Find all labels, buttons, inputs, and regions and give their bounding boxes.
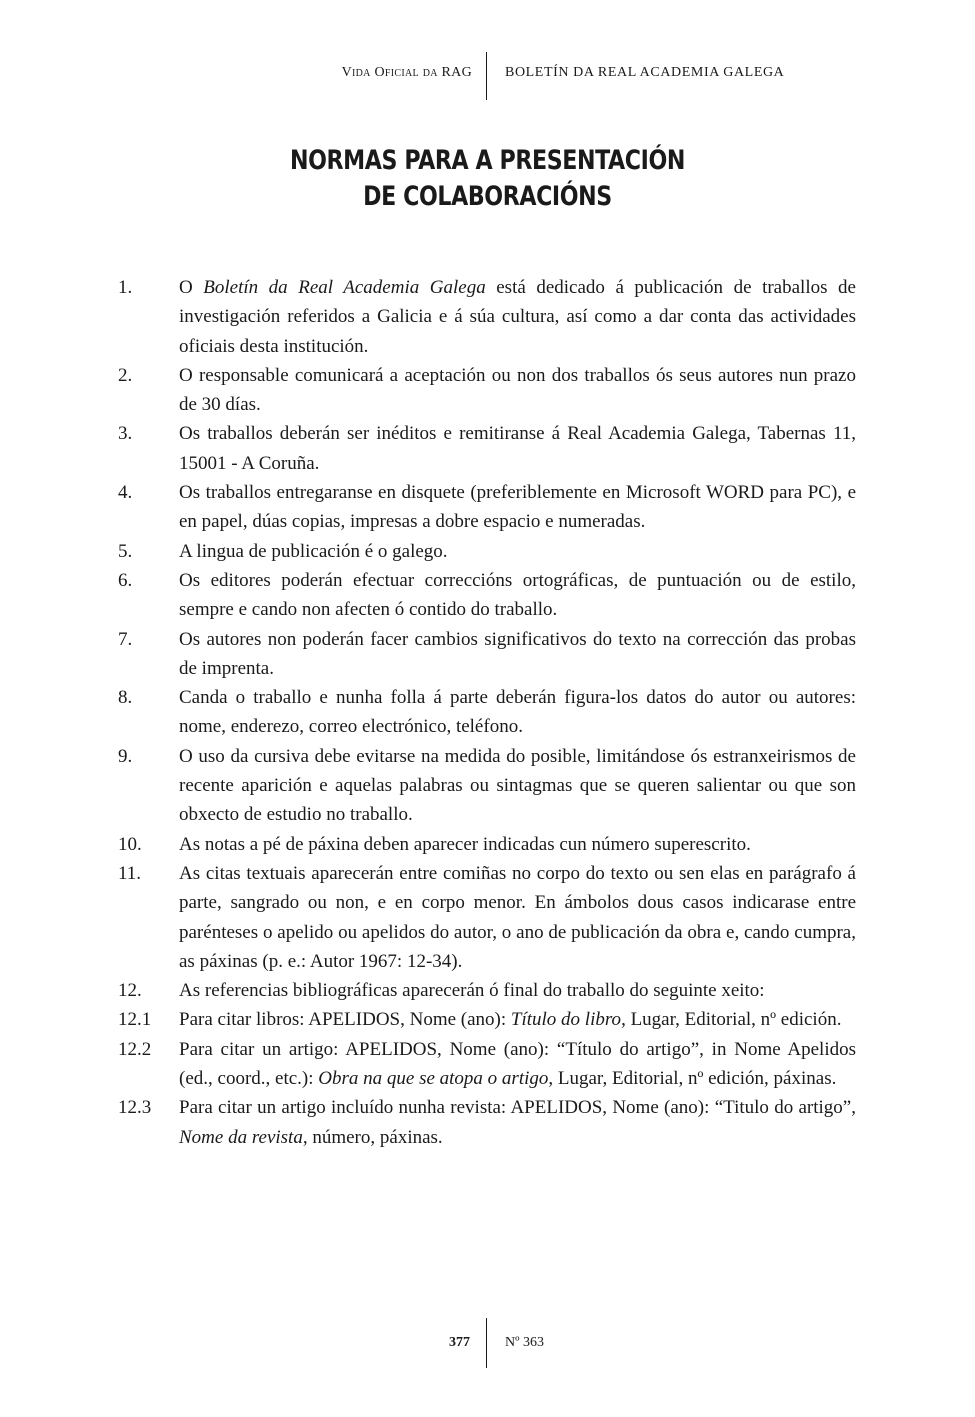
list-item: [118, 478, 856, 537]
list-item-text: [179, 1005, 856, 1034]
text-run: As notas a pé de páxina deben aparecer indicadas cun número superescrito.: [179, 833, 751, 855]
list-item-text: [179, 830, 856, 859]
list-item-number: 12.: [118, 980, 142, 1002]
list-item-text: [179, 361, 856, 420]
list-item: [118, 742, 856, 830]
text-run: Os editores poderán efectuar correccións ortográficas, de puntuación ou de estilo, sempre e cando non afecten ó contido do traballo.: [179, 569, 856, 621]
italic-title: Nome da revista: [179, 1126, 303, 1148]
list-item-number: 3.: [118, 423, 133, 445]
text-run: Para citar un artigo incluído nunha revista: APELIDOS, Nome (ano): “Titulo do artigo”,: [179, 1097, 856, 1119]
list-item-number: 9.: [118, 745, 133, 767]
list-item-text: [179, 273, 856, 361]
text-run: A lingua de publicación é o galego.: [179, 540, 448, 562]
text-run: As referencias bibliográficas aparecerán ó final do traballo do seguinte xeito:: [179, 980, 765, 1002]
list-item-number: 8.: [118, 687, 133, 709]
text-run: , número, páxinas.: [302, 1126, 443, 1148]
list-item: [118, 1093, 856, 1152]
page-number: 377: [449, 1335, 470, 1350]
list-item-number: 1.: [118, 277, 133, 298]
list-item-number: 10.: [118, 833, 142, 855]
page-title-line-1: NORMAS PARA A PRESENTACIÓN: [290, 145, 685, 176]
text-run: Os traballos deberán ser inéditos e remitiranse á Real Academia Galega, Tabernas 11, 15001 - A Coruña.: [179, 423, 856, 474]
list-item-number: 12.2: [118, 1038, 152, 1060]
list-item-number: 5.: [118, 540, 133, 562]
text-run: , Lugar, Editorial, nº edición, páxinas.: [548, 1068, 837, 1090]
list-item: [118, 537, 856, 566]
list-item-text: [179, 1093, 856, 1152]
list-item: [118, 273, 856, 361]
text-run: , Lugar, Editorial, nº edición.: [621, 1009, 842, 1031]
list-item-text: [179, 537, 856, 566]
list-item-text: [179, 478, 856, 537]
list-item-number: 4.: [118, 482, 133, 504]
list-item: [118, 1035, 856, 1094]
list-item: [118, 976, 856, 1005]
list-item-text: [179, 683, 856, 742]
list-item: [118, 683, 856, 742]
issue-number: Nº 363: [505, 1335, 544, 1350]
list-item-number: 12.1: [118, 1009, 152, 1031]
header-journal-title: BOLETÍN DA REAL ACADEMIA GALEGA: [505, 65, 785, 80]
text-run: Para citar libros: APELIDOS, Nome (ano):: [179, 1009, 511, 1031]
list-item-number: 11.: [118, 862, 142, 884]
italic-title: Boletín da Real Academia Galega: [203, 277, 486, 298]
header-divider: [486, 52, 487, 100]
text-run: O uso da cursiva debe evitarse na medida do posible, limitándose ós estranxeirismos de recente aparición e aquelas palabras ou sintagmas que se queren salientar ou que son obxecto de estudio no traballo.: [179, 745, 856, 826]
text-run: Canda o traballo e nunha folla á parte deberán figura-los datos do autor ou autores: nome, enderezo, correo electrónico, teléfono.: [179, 687, 856, 738]
page-title-line-2: DE COLABORACIÓNS: [363, 181, 612, 212]
list-item: [118, 361, 856, 420]
list-item: [118, 830, 856, 859]
header-section: Vida Oficial da RAG: [341, 65, 472, 80]
text-run: Para citar un artigo: APELIDOS, Nome (ano): “Título do artigo”, in Nome Apelidos (ed., coord., etc.):: [179, 1038, 856, 1090]
list-item-number: 7.: [118, 628, 133, 650]
list-item: [118, 859, 856, 976]
list-item-number: 6.: [118, 569, 133, 591]
italic-title: Obra na que se atopa o artigo: [318, 1068, 549, 1090]
text-run: As citas textuais aparecerán entre comiñas no corpo do texto ou sen elas en parágrafo á parte, sangrado ou non, e en corpo menor. En ámbolos dous casos indicarase entre parénteses o apelido ou apelidos do autor, o ano de publicación da obra e, cando cumpra, as páxinas (p. e.: Autor 1967: 12-34).: [179, 862, 856, 972]
list-item-text: [179, 859, 856, 976]
list-item: [118, 1005, 856, 1034]
list-item-text: [179, 419, 856, 478]
norms-list: [118, 273, 856, 1152]
italic-title: Título do libro: [510, 1009, 622, 1031]
footer-divider: [486, 1318, 487, 1368]
list-item: [118, 566, 856, 625]
list-item-text: [179, 1035, 856, 1094]
page-footer: [0, 1318, 975, 1368]
text-run: Os autores non poderán facer cambios significativos do texto na corrección das probas de imprenta.: [179, 628, 856, 679]
text-run: O: [179, 277, 204, 298]
list-item-number: 12.3: [118, 1097, 152, 1119]
list-item-text: [179, 625, 856, 684]
list-item: [118, 419, 856, 478]
list-item: [118, 625, 856, 684]
list-item-text: [179, 976, 856, 1005]
list-item-text: [179, 742, 856, 830]
text-run: O responsable comunicará a aceptación ou non dos traballos ós seus autores nun prazo de 30 días.: [179, 364, 856, 416]
text-run: está dedicado á publicación de traballos de investigación referidos a Galicia e á súa cultura, así como a dar conta das actividades oficiais desta institución.: [179, 277, 856, 357]
list-item-text: [179, 566, 856, 625]
running-header: [0, 52, 975, 100]
page-title: [88, 143, 888, 215]
text-run: Os traballos entregaranse en disquete (preferiblemente en Microsoft WORD para PC), e en papel, dúas copias, impresas a dobre espacio e numeradas.: [179, 482, 856, 533]
list-item-number: 2.: [118, 364, 133, 386]
